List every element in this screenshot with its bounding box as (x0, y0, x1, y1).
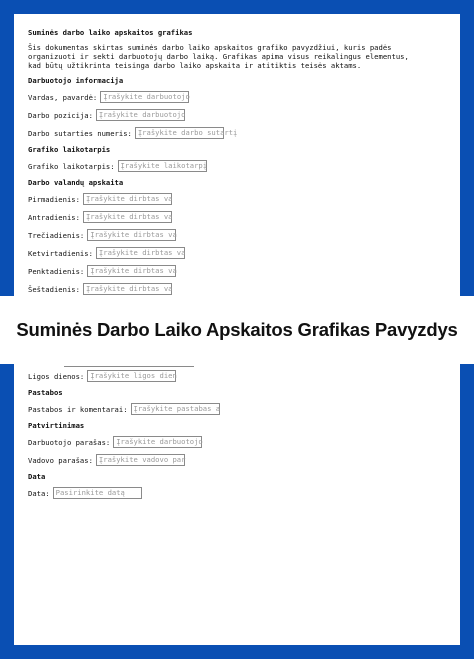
position-input[interactable]: Įrašykite darbuotojo (96, 109, 185, 121)
wednesday-label: Trečiadienis: (28, 230, 85, 240)
period-input[interactable]: Įrašykite laikotarpį (118, 160, 207, 172)
notes-label: Pastabos ir komentarai: (28, 404, 128, 414)
section-period: Grafiko laikotarpis (28, 145, 111, 154)
row-saturday (28, 283, 418, 295)
monday-input[interactable]: Įrašykite dirbtas va (83, 193, 172, 205)
saturday-label: Šeštadienis: (28, 284, 80, 294)
notes-input[interactable]: Įrašykite pastabas a (131, 403, 220, 415)
saturday-input[interactable]: Įrašykite dirbtas va (83, 283, 172, 295)
row-sick (28, 370, 418, 382)
document-title: Suminės darbo laiko apskaitos grafikas (28, 28, 193, 37)
contract-label: Darbo sutarties numeris: (28, 128, 132, 138)
row-wednesday (28, 229, 418, 241)
row-thursday (28, 247, 418, 259)
tuesday-input[interactable]: Įrašykite dirbtas va (83, 211, 172, 223)
row-period (28, 160, 418, 172)
name-input[interactable]: Įrašykite darbuotojo (100, 91, 189, 103)
document-intro: Šis dokumentas skirtas suminės darbo laiko apskaitos grafiko pavyzdžiui, kuris padės organizuoti ir sekti darbuotojų darbo laiką. Grafikas apima visus reikalingus elementus, kad būtų užtikrinta teisinga darbo laiko apskaita ir atitiktis teisės aktams. (28, 43, 409, 70)
row-tuesday (28, 211, 418, 223)
manager-sign-label: Vadovo parašas: (28, 455, 93, 465)
position-label: Darbo pozicija: (28, 110, 93, 120)
wednesday-input[interactable]: Įrašykite dirbtas va (87, 229, 176, 241)
row-friday (28, 265, 418, 277)
row-monday (28, 193, 418, 205)
section-notes: Pastabos (28, 388, 63, 397)
row-employee-sign (28, 436, 418, 448)
thursday-input[interactable]: Įrašykite dirbtas va (96, 247, 185, 259)
thursday-label: Ketvirtadienis: (28, 248, 93, 258)
row-position (28, 109, 418, 121)
friday-label: Penktadienis: (28, 266, 85, 276)
title-banner (0, 296, 474, 364)
date-input[interactable]: Pasirinkite datą (53, 487, 142, 499)
hidden-input-edge (64, 362, 194, 367)
row-contract (28, 127, 418, 139)
contract-input[interactable]: Įrašykite darbo sutartį (135, 127, 224, 139)
date-label: Data: (28, 488, 50, 498)
sick-label: Ligos dienos: (28, 371, 85, 381)
row-notes (28, 403, 418, 415)
tuesday-label: Antradienis: (28, 212, 80, 222)
name-label: Vardas, pavardė: (28, 92, 98, 102)
monday-label: Pirmadienis: (28, 194, 80, 204)
period-label: Grafiko laikotarpis: (28, 161, 115, 171)
row-name (28, 91, 418, 103)
manager-sign-input[interactable]: Įrašykite vadovo par (96, 454, 185, 466)
section-date: Data (28, 472, 46, 481)
frame-top (0, 0, 474, 14)
banner-text: Suminės Darbo Laiko Apskaitos Grafikas Pavyzdys (16, 319, 458, 340)
document-upper (28, 28, 418, 301)
row-manager-sign (28, 454, 418, 466)
sick-input[interactable]: Įrašykite ligos dien (87, 370, 176, 382)
employee-sign-input[interactable]: Įrašykite darbuotojo (113, 436, 202, 448)
section-approval: Patvirtinimas (28, 421, 85, 430)
section-employee: Darbuotojo informacija (28, 76, 124, 85)
document-lower (28, 370, 418, 505)
row-date (28, 487, 418, 499)
friday-input[interactable]: Įrašykite dirbtas va (87, 265, 176, 277)
section-hours: Darbo valandų apskaita (28, 178, 124, 187)
employee-sign-label: Darbuotojo parašas: (28, 437, 111, 447)
